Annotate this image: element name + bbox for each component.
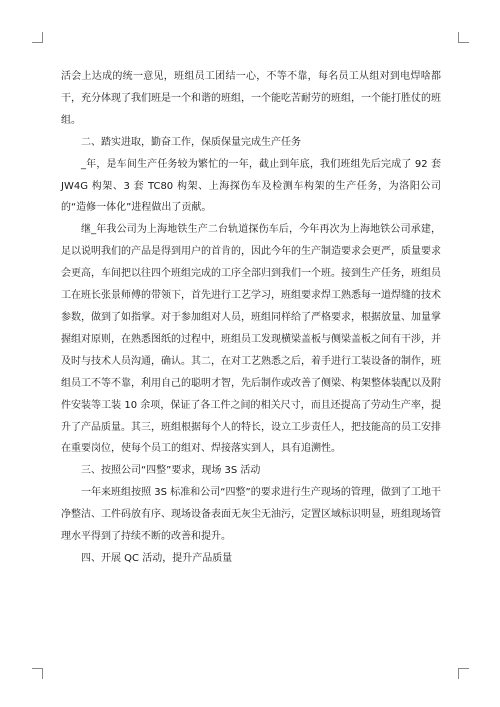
crop-mark-bottom-right bbox=[458, 668, 469, 679]
crop-mark-bottom-left bbox=[32, 668, 43, 679]
crop-mark-top-left bbox=[32, 32, 43, 43]
crop-mark-top-right bbox=[458, 32, 469, 43]
paragraph-team-unity: 活会上达成的统一意见，班组员工团结一心，不等不靠，每名员工从组对到电焊啥都干，充分体现了我们班是一个和谐的班组，一个能吃苦耐劳的班组，一个能打胜仗的班组。 bbox=[61, 71, 441, 126]
section-heading-2: 二、踏实进取，勤奋工作，保质保量完成生产任务 bbox=[81, 136, 301, 148]
paragraph-production-tasks: _年，是车间生产任务较为繁忙的一年，截止到年底，我们班组先后完成了 92 套 JW4G 构架、3 套 TC80 构架、上海探伤车及检测车构架的生产任务，为洛阳公司的“造修一体化”进程做出了贡献。 bbox=[61, 158, 441, 214]
paragraph-3s-management: 一年来班组按照 3S 标准和公司“四整”的要求进行生产现场的管理，做到了工地干净整洁、工件码放有序、现场设备表面无灰尘无油污，定置区域标识明显，班组现场管理水平得到了持续不断的改善和提升。 bbox=[61, 487, 441, 543]
section-heading-4: 四、开展 QC 活动，提升产品质量 bbox=[81, 552, 233, 564]
section-heading-3: 三、按照公司“四整”要求，现场 3S 活动 bbox=[81, 465, 261, 477]
paragraph-shanghai-metro: 继_年我公司为上海地铁生产二台轨道探伤车后，今年再次为上海地铁公司承建，足以说明我们的产品是得到用户的首肯的，因此今年的生产制造要求会更严，质量要求会更高，车间把以往四个班组完成的工序全部归到我们一个班。接到生产任务，班组员工在班长张景师傅的带领下，首先进行工艺学习，班组要求焊工熟悉每一道焊缝的技术参数，做到了如指掌。对于参加组对人员，班组同样给了严格要求，根据放量、加量掌握组对原则，在熟悉图纸的过程中，班组员工发现横梁盖板与侧梁盖板之间有干涉，并及时与技术人员沟通，确认。其二，在对工艺熟悉之后，着手进行工装设备的制作，班组员工不等不靠，利用自己的聪明才智，先后制作或改善了侧梁、构架整体装配以及附件安装等工装 10 余项，保证了各工件之间的相关尺寸，而且还提高了劳动生产率，提升了产品质量。其三，班组根据每个人的特长，设立工步责任人，把技能高的员工安排在重要岗位，使每个员工的组对、焊接落实到人，具有追溯性。 bbox=[61, 224, 441, 455]
document-body bbox=[61, 66, 441, 570]
